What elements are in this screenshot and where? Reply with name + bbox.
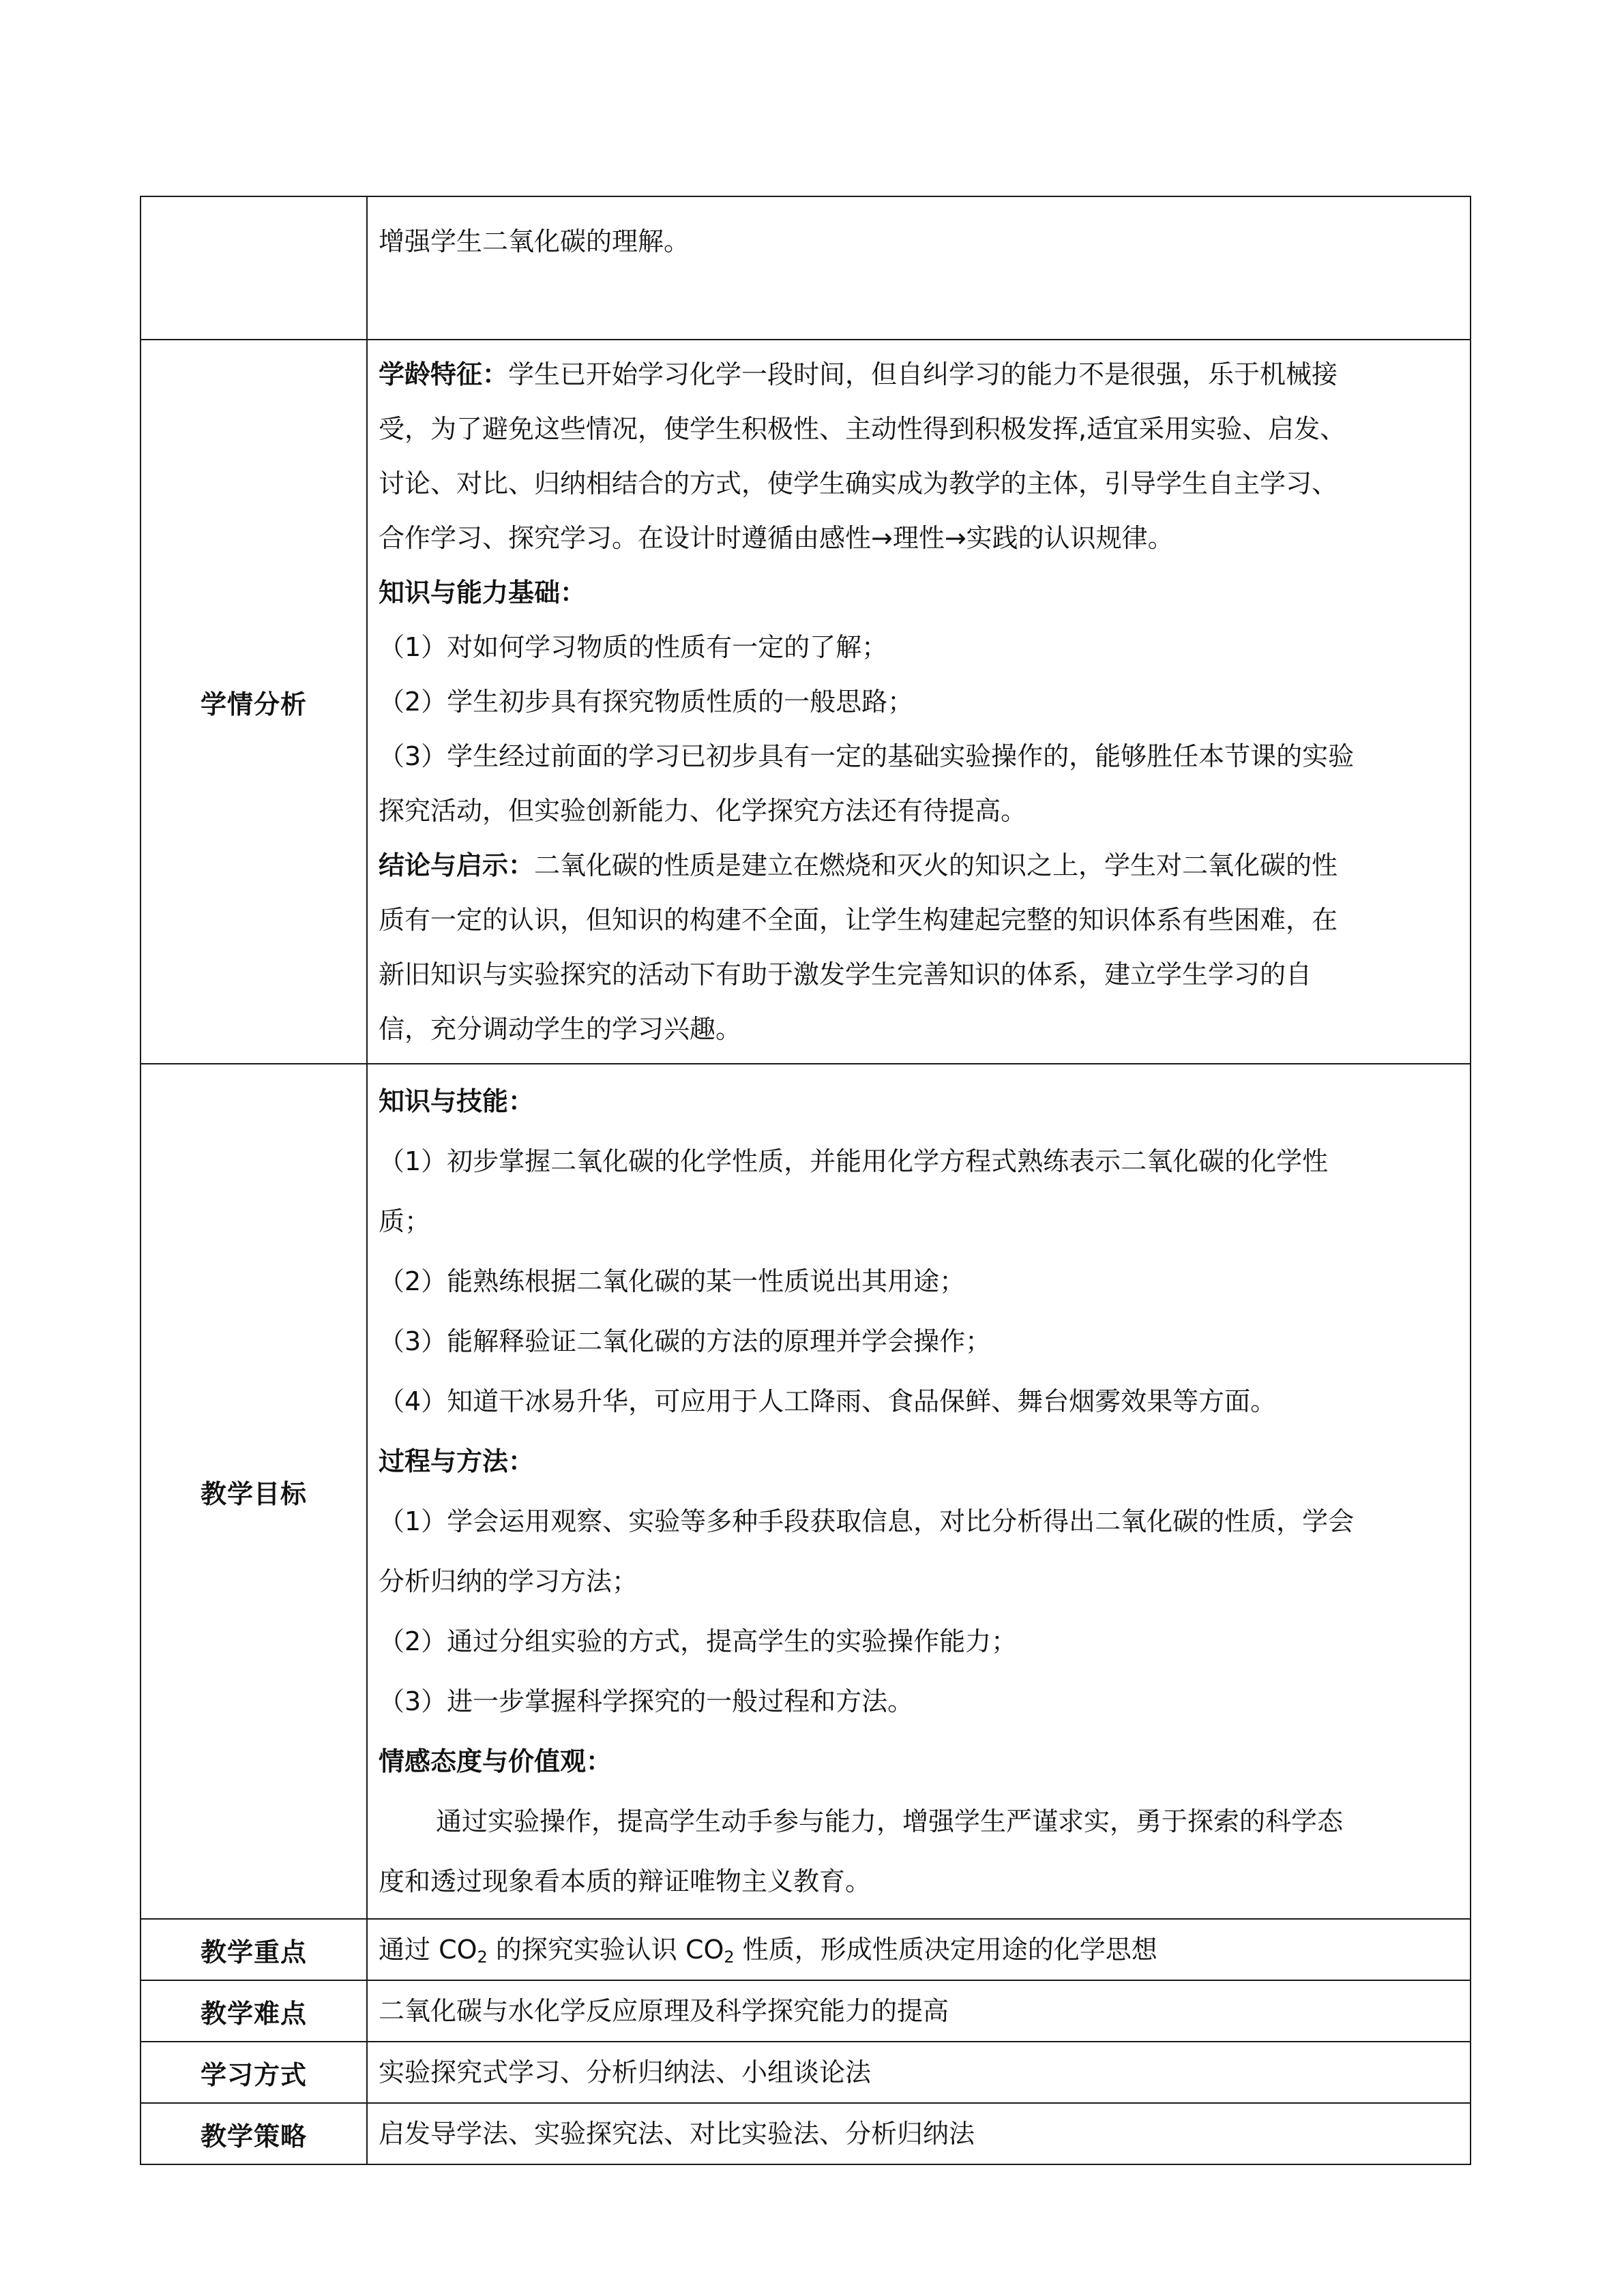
row-label-nandian: 教学难点 (141, 1980, 367, 2042)
skill-item-3: （3）能解释验证二氧化碳的方法的原理并学会操作； (379, 1326, 992, 1356)
table-row-mubiao (141, 1064, 1471, 1919)
row-content-nandian: 二氧化碳与水化学反应原理及科学探究能力的提高 (367, 1980, 1471, 2042)
row-label-fangshi: 学习方式 (141, 2042, 367, 2103)
emotion-heading: 情感态度与价值观： (379, 1746, 612, 1776)
table-row-xueqing (141, 340, 1471, 1064)
knowledge-basis-heading: 知识与能力基础： (379, 578, 587, 608)
row-content-celue: 启发导学法、实验探究法、对比实验法、分析归纳法 (367, 2103, 1471, 2164)
age-feature-line-3: 讨论、对比、归纳相结合的方式，使学生确实成为教学的主体，引导学生自主学习、 (379, 468, 1338, 498)
row-content-zhongdian: 通过 $CO_2$ 的探究实验认识 $CO_2$ 性质，形成性质决定用途的化学思想 (367, 1919, 1471, 1980)
row-label-mubiao: 教学目标 (141, 1064, 367, 1919)
conclusion-line-2: 质有一定的认识，但知识的构建不全面，让学生构建起完整的知识体系有些困难，在 (379, 905, 1338, 935)
process-item-1-cont: 分析归纳的学习方法； (379, 1566, 638, 1596)
row-content-xueqing (367, 340, 1471, 1064)
row-label-celue: 教学策略 (141, 2103, 367, 2164)
table-row-celue (141, 2103, 1471, 2164)
conclusion-line-3: 新旧知识与实验探究的活动下有助于激发学生完善知识的体系，建立学生学习的自 (379, 959, 1312, 989)
process-item-2: （2）通过分组实验的方式，提高学生的实验操作能力； (379, 1626, 1018, 1656)
row-content-intro (367, 196, 1471, 340)
knowledge-basis-item-2: （2）学生初步具有探究物质性质的一般思路； (379, 687, 914, 717)
lesson-plan-table (140, 196, 1471, 2165)
emotion-line-1: 通过实验操作，提高学生动手参与能力，增强学生严谨求实，勇于探索的科学态 (436, 1806, 1344, 1836)
age-feature-line-1: 学龄特征：学生已开始学习化学一段时间，但自纠学习的能力不是很强，乐于机械接 (379, 359, 1338, 389)
intro-text: 增强学生二氧化碳的理解。 (379, 226, 690, 256)
row-label-intro (141, 196, 367, 340)
process-item-3: （3）进一步掌握科学探究的一般过程和方法。 (379, 1686, 914, 1716)
table-row-zhongdian (141, 1919, 1471, 1980)
skill-heading: 知识与技能： (379, 1086, 535, 1116)
knowledge-basis-item-3-cont: 探究活动，但实验创新能力、化学探究方法还有待提高。 (379, 796, 1027, 826)
process-item-1: （1）学会运用观察、实验等多种手段获取信息，对比分析得出二氧化碳的性质，学会 (379, 1506, 1355, 1536)
skill-item-1: （1）初步掌握二氧化碳的化学性质，并能用化学方程式熟练表示二氧化碳的化学性 (379, 1146, 1329, 1176)
table-row-fangshi (141, 2042, 1471, 2103)
age-feature-line-2: 受，为了避免这些情况，使学生积极性、主动性得到积极发挥,适宜采用实验、启发、 (379, 414, 1346, 444)
row-content-fangshi: 实验探究式学习、分析归纳法、小组谈论法 (367, 2042, 1471, 2103)
age-feature-heading: 学龄特征： (379, 359, 509, 389)
conclusion-line-4: 信，充分调动学生的学习兴趣。 (379, 1014, 742, 1044)
skill-item-4: （4）知道干冰易升华，可应用于人工降雨、食品保鲜、舞台烟雾效果等方面。 (379, 1386, 1277, 1416)
knowledge-basis-item-3: （3）学生经过前面的学习已初步具有一定的基础实验操作的，能够胜任本节课的实验 (379, 741, 1355, 771)
process-heading: 过程与方法： (379, 1446, 535, 1476)
knowledge-basis-item-1: （1）对如何学习物质的性质有一定的了解； (379, 632, 888, 662)
emotion-line-2: 度和透过现象看本质的辩证唯物主义教育。 (379, 1866, 872, 1896)
row-label-xueqing: 学情分析 (141, 340, 367, 1064)
table-row-nandian (141, 1980, 1471, 2042)
conclusion-line-1: 结论与启示：二氧化碳的性质是建立在燃烧和灭火的知识之上，学生对二氧化碳的性 (379, 850, 1338, 880)
conclusion-heading: 结论与启示： (379, 850, 535, 880)
row-label-zhongdian: 教学重点 (141, 1919, 367, 1980)
age-feature-line-4: 合作学习、探究学习。在设计时遵循由感性→理性→实践的认识规律。 (379, 523, 1174, 553)
skill-item-2: （2）能熟练根据二氧化碳的某一性质说出其用途； (379, 1266, 966, 1296)
skill-item-1-cont: 质； (379, 1206, 431, 1236)
table-row-intro (141, 196, 1471, 340)
row-content-mubiao (367, 1064, 1471, 1919)
